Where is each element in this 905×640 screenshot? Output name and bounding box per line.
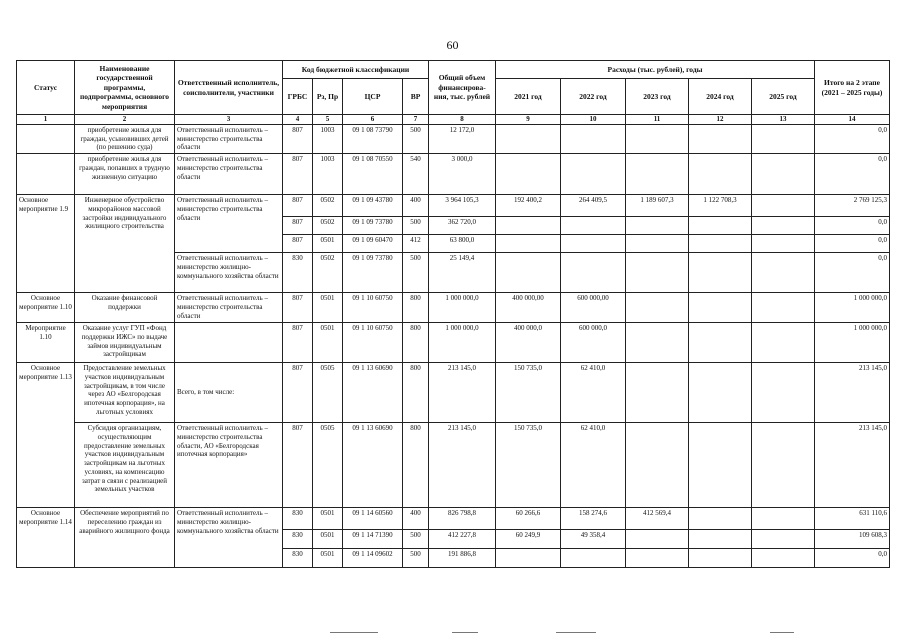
col-number: 7 [403,115,429,125]
y2022-cell [561,154,626,195]
total-cell: 213 145,0 [429,423,496,508]
itogo-cell: 0,0 [815,253,890,293]
y2023-cell [626,363,689,423]
vr-cell: 540 [403,154,429,195]
grbs-cell: 807 [283,154,313,195]
scan-artifact [770,632,794,633]
y2024-cell [689,217,752,235]
rzpr-cell: 0502 [313,253,343,293]
grbs-cell: 830 [283,508,313,530]
executor-cell: Ответственный исполнитель – министерство жилищно-коммунального хозяйства области [175,253,283,293]
executor-cell: Всего, в том числе: [175,363,283,423]
col-number: 3 [175,115,283,125]
vr-cell: 800 [403,363,429,423]
y2025-cell [752,530,815,549]
col-number: 2 [75,115,175,125]
y2023-cell: 1 189 607,3 [626,195,689,217]
name-cell: Предоставление земельных участков индивидуальным застройщикам, в том числе через АО «Белгородская ипотечная корпорация», на льготных условиях [75,363,175,423]
y2023-cell [626,530,689,549]
y2024-cell [689,423,752,508]
y2021-cell [496,124,561,153]
grbs-cell: 830 [283,253,313,293]
y2025-cell [752,154,815,195]
col-rzpr: Рз, Пр [313,79,343,115]
y2025-cell [752,423,815,508]
y2022-cell: 158 274,6 [561,508,626,530]
total-cell: 3 964 105,3 [429,195,496,217]
grbs-cell: 807 [283,363,313,423]
y2025-cell [752,195,815,217]
col-number: 5 [313,115,343,125]
y2024-cell [689,363,752,423]
executor-cell [175,323,283,363]
col-number: 11 [626,115,689,125]
executor-cell: Ответственный исполнитель – министерство жилищно-коммунального хозяйства области [175,508,283,568]
rzpr-cell: 1003 [313,124,343,153]
y2025-cell [752,217,815,235]
total-cell: 25 149,4 [429,253,496,293]
y2023-cell [626,423,689,508]
name-cell: приобретение жилья для граждан, попавших в трудную жизненную ситуацию [75,154,175,195]
y2023-cell [626,549,689,568]
csr-cell: 09 1 09 60470 [343,235,403,253]
itogo-cell: 0,0 [815,124,890,153]
y2025-cell [752,235,815,253]
vr-cell: 400 [403,195,429,217]
y2025-cell [752,124,815,153]
vr-cell: 800 [403,293,429,323]
y2021-cell: 60 266,6 [496,508,561,530]
itogo-cell: 0,0 [815,217,890,235]
status-cell [17,154,75,195]
vr-cell: 500 [403,530,429,549]
name-cell: Оказание финансовой поддержки [75,293,175,323]
col-expenses: Расходы (тыс. рублей), годы [496,61,815,79]
y2025-cell [752,549,815,568]
col-status: Статус [17,61,75,115]
csr-cell: 09 1 08 70550 [343,154,403,195]
grbs-cell: 807 [283,235,313,253]
total-cell: 1 000 000,0 [429,293,496,323]
vr-cell: 800 [403,323,429,363]
y2023-cell [626,235,689,253]
y2021-cell: 400 000,00 [496,293,561,323]
y2021-cell [496,549,561,568]
table-row [17,154,890,195]
rzpr-cell: 0505 [313,363,343,423]
vr-cell: 800 [403,423,429,508]
table-row [17,195,890,217]
col-number: 12 [689,115,752,125]
y2021-cell [496,253,561,293]
rzpr-cell: 1003 [313,154,343,195]
grbs-cell: 807 [283,124,313,153]
itogo-cell: 0,0 [815,235,890,253]
y2024-cell [689,323,752,363]
itogo-cell: 109 608,3 [815,530,890,549]
total-cell: 826 798,8 [429,508,496,530]
y2022-cell: 600 000,00 [561,293,626,323]
status-cell [17,124,75,153]
y2023-cell [626,323,689,363]
grbs-cell: 807 [283,195,313,217]
name-cell: Обеспечение мероприятий по переселению граждан из аварийного жилищного фонда [75,508,175,568]
total-cell: 412 227,8 [429,530,496,549]
executor-cell: Ответственный исполнитель – министерство строительства области, АО «Белгородская ипотечная корпорация» [175,423,283,508]
page-number: 60 [446,38,459,52]
y2024-cell [689,293,752,323]
y2024-cell [689,530,752,549]
csr-cell: 09 1 10 60750 [343,323,403,363]
table-row [17,124,890,153]
y2024-cell [689,253,752,293]
itogo-cell: 1 000 000,0 [815,323,890,363]
itogo-cell: 213 145,0 [815,363,890,423]
y2023-cell [626,124,689,153]
col-number: 6 [343,115,403,125]
csr-cell: 09 1 09 73780 [343,217,403,235]
scan-artifact [330,632,378,633]
csr-cell: 09 1 14 60560 [343,508,403,530]
rzpr-cell: 0505 [313,423,343,508]
rzpr-cell: 0501 [313,235,343,253]
csr-cell: 09 1 14 09602 [343,549,403,568]
csr-cell: 09 1 14 71390 [343,530,403,549]
table-row [17,423,890,508]
y2023-cell: 412 569,4 [626,508,689,530]
vr-cell: 500 [403,549,429,568]
y2022-cell: 62 410,0 [561,363,626,423]
y2021-cell: 192 400,2 [496,195,561,217]
y2021-cell: 60 249,9 [496,530,561,549]
table-row [17,293,890,323]
y2022-cell [561,235,626,253]
itogo-cell: 0,0 [815,154,890,195]
name-cell: Оказание услуг ГУП «Фонд поддержки ИЖС» по выдаче займов индивидуальным застройщикам [75,323,175,363]
name-cell: приобретение жилья для граждан, усыновивших детей (по решению суда) [75,124,175,153]
table-row [17,363,890,423]
column-numbers-row [17,115,890,125]
total-cell: 1 000 000,0 [429,323,496,363]
itogo-cell: 213 145,0 [815,423,890,508]
csr-cell: 09 1 10 60750 [343,293,403,323]
status-cell: Основное мероприятие 1.14 [17,508,75,568]
y2021-cell: 400 000,0 [496,323,561,363]
col-csr: ЦСР [343,79,403,115]
y2025-cell [752,253,815,293]
y2023-cell [626,154,689,195]
y2024-cell [689,124,752,153]
total-cell: 213 145,0 [429,363,496,423]
y2024-cell [689,549,752,568]
scan-artifact [556,632,596,633]
col-number: 9 [496,115,561,125]
col-number: 8 [429,115,496,125]
col-2024: 2024 год [689,79,752,115]
grbs-cell: 807 [283,217,313,235]
y2021-cell [496,154,561,195]
status-cell: Основное мероприятие 1.9 [17,195,75,293]
y2022-cell [561,217,626,235]
rzpr-cell: 0502 [313,195,343,217]
col-number: 14 [815,115,890,125]
name-cell: Субсидия организациям, осуществляющим предоставление земельных участков индивидуальным застройщикам на льготных условиях, на компенсацию затрат в связи с реализацией земельных участков [75,423,175,508]
executor-cell: Ответственный исполнитель – министерство строительства области [175,195,283,253]
rzpr-cell: 0501 [313,530,343,549]
col-number: 4 [283,115,313,125]
y2025-cell [752,508,815,530]
total-cell: 362 720,0 [429,217,496,235]
vr-cell: 500 [403,124,429,153]
col-number: 1 [17,115,75,125]
itogo-cell: 1 000 000,0 [815,293,890,323]
y2023-cell [626,293,689,323]
grbs-cell: 807 [283,293,313,323]
y2022-cell: 62 410,0 [561,423,626,508]
csr-cell: 09 1 09 73780 [343,253,403,293]
col-2022: 2022 год [561,79,626,115]
y2025-cell [752,323,815,363]
executor-cell: Ответственный исполнитель – министерство строительства области [175,293,283,323]
status-cell: Основное мероприятие 1.13 [17,363,75,508]
y2023-cell [626,217,689,235]
y2024-cell [689,154,752,195]
y2021-cell [496,217,561,235]
rzpr-cell: 0501 [313,549,343,568]
col-vr: ВР [403,79,429,115]
rzpr-cell: 0501 [313,323,343,363]
name-cell: Инженерное обустройство микрорайонов массовой застройки индивидуального жилищного строительства [75,195,175,293]
col-budget-code: Код бюджетной классификации [283,61,429,79]
table-header [17,61,890,115]
total-cell: 3 000,0 [429,154,496,195]
status-cell: Мероприятие 1.10 [17,323,75,363]
y2022-cell: 264 409,5 [561,195,626,217]
y2022-cell [561,253,626,293]
csr-cell: 09 1 13 60690 [343,423,403,508]
y2024-cell [689,235,752,253]
y2025-cell [752,363,815,423]
col-number: 13 [752,115,815,125]
y2024-cell [689,508,752,530]
rzpr-cell: 0501 [313,508,343,530]
total-cell: 63 800,0 [429,235,496,253]
y2021-cell: 150 735,0 [496,423,561,508]
grbs-cell: 830 [283,530,313,549]
csr-cell: 09 1 08 73790 [343,124,403,153]
y2023-cell [626,253,689,293]
rzpr-cell: 0501 [313,293,343,323]
total-cell: 191 886,8 [429,549,496,568]
col-name: Наименование государственной программы, подпрограммы, основного мероприятия [75,61,175,115]
scan-artifact [452,632,478,633]
rzpr-cell: 0502 [313,217,343,235]
itogo-cell: 2 769 125,3 [815,195,890,217]
col-2025: 2025 год [752,79,815,115]
itogo-cell: 0,0 [815,549,890,568]
y2022-cell [561,124,626,153]
table-row [17,323,890,363]
budget-table [16,60,890,568]
vr-cell: 400 [403,508,429,530]
csr-cell: 09 1 13 60690 [343,363,403,423]
total-cell: 12 172,0 [429,124,496,153]
vr-cell: 412 [403,235,429,253]
col-executor: Ответственный исполнитель, соисполнители, участники [175,61,283,115]
col-2021: 2021 год [496,79,561,115]
col-itogo: Итого на 2 этапе (2021 – 2025 годы) [815,61,890,115]
y2022-cell: 600 000,0 [561,323,626,363]
vr-cell: 500 [403,253,429,293]
status-cell: Основное мероприятие 1.10 [17,293,75,323]
itogo-cell: 631 110,6 [815,508,890,530]
y2022-cell [561,549,626,568]
y2022-cell: 49 358,4 [561,530,626,549]
col-total-financing: Общий объем финансирова-ния, тыс. рублей [429,61,496,115]
col-2023: 2023 год [626,79,689,115]
csr-cell: 09 1 09 43780 [343,195,403,217]
executor-cell: Ответственный исполнитель – министерство строительства области [175,154,283,195]
table-row [17,508,890,530]
executor-cell: Ответственный исполнитель – министерство строительства области [175,124,283,153]
grbs-cell: 830 [283,549,313,568]
grbs-cell: 807 [283,423,313,508]
y2024-cell: 1 122 708,3 [689,195,752,217]
y2021-cell [496,235,561,253]
col-grbs: ГРБС [283,79,313,115]
col-number: 10 [561,115,626,125]
y2025-cell [752,293,815,323]
vr-cell: 500 [403,217,429,235]
grbs-cell: 807 [283,323,313,363]
y2021-cell: 150 735,0 [496,363,561,423]
